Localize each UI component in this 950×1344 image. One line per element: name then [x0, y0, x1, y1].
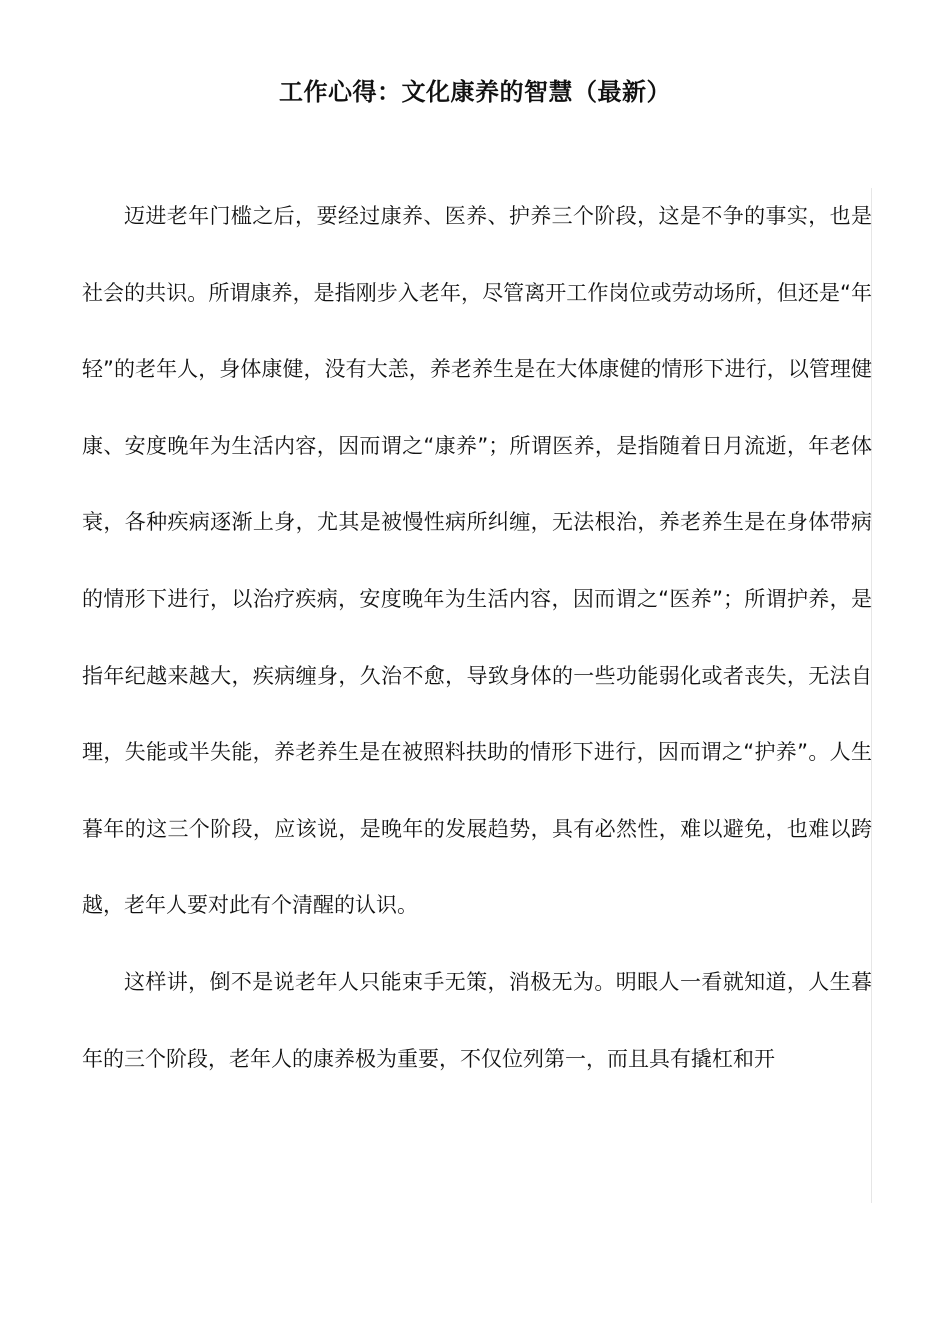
- document-body: [82, 178, 872, 1097]
- paragraph-2: 这样讲，倒不是说老年人只能束手无策，消极无为。明眼人一看就知道，人生暮年的三个阶段，老年人的康养极为重要，不仅位列第一，而且具有撬杠和开: [82, 969, 872, 1071]
- document-title: 工作心得：文化康养的智慧（最新）: [279, 78, 671, 106]
- paragraph-1: 迈进老年门槛之后，要经过康养、医养、护养三个阶段，这是不争的事实，也是社会的共识。所谓康养，是指刚步入老年，尽管离开工作岗位或劳动场所，但还是“年轻”的老年人，身体康健，没有大恙，养老养生是在大体康健的情形下进行，以管理健康、安度晚年为生活内容，因而谓之“康养”；所谓医养，是指随着日月流逝，年老体衰，各种疾病逐渐上身，尤其是被慢性病所纠缠，无法根治，养老养生是在身体带病的情形下进行，以治疗疾病，安度晚年为生活内容，因而谓之“医养”；所谓护养，是指年纪越来越大，疾病缠身，久治不愈，导致身体的一些功能弱化或者丧失，无法自理，失能或半失能，养老养生是在被照料扶助的情形下进行，因而谓之“护养”。人生暮年的这三个阶段，应该说，是晚年的发展趋势，具有必然性，难以避免，也难以跨越，老年人要对此有个清醒的认识。: [82, 204, 872, 918]
